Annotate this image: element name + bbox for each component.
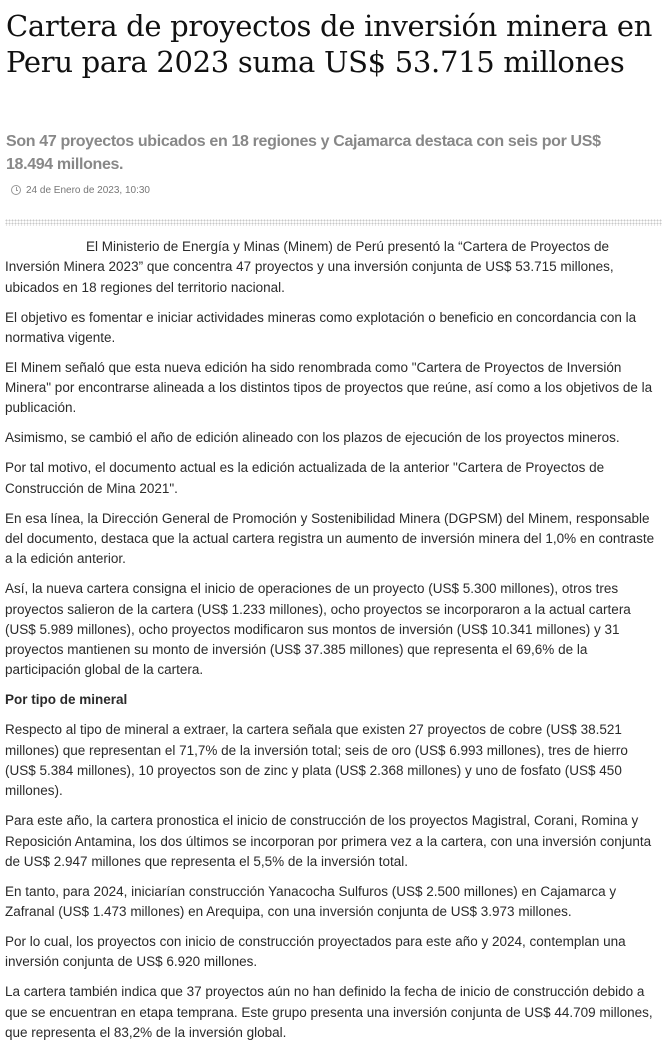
paragraph-10: En tanto, para 2024, iniciarían construcción Yanacocha Sulfuros (US$ 2.500 millones) en Cajamarca y Zafranal (US$ 1.473 millones) en Arequipa, con una inversión conjunta de US$ 3.973 millones. — [5, 883, 617, 920]
paragraph-9: Para este año, la cartera pronostica el inicio de construcción de los proyectos Magistral, Corani, Romina y Reposición Antamina, los dos últimos se incorporan por primera vez a la cartera, con una inversión conjunta de US$ 2.947 millones que representa el 5,5% de la inversión total. — [5, 813, 652, 869]
paragraph-4: Asimismo, se cambió el año de edición alineado con los plazos de ejecución de los proyectos mineros. — [5, 430, 620, 446]
paragraph-11: Por lo cual, los proyectos con inicio de construcción proyectados para este año y 2024, contemplan una inversión conjunta de US$ 6.920 millones. — [5, 934, 626, 970]
article-subtitle: Son 47 proyectos ubicados en 18 regiones y Cajamarca destaca con seis por US$ 18.494 millones. — [6, 133, 601, 173]
dotted-divider — [5, 219, 662, 226]
section-heading: Por tipo de mineral — [5, 692, 128, 708]
paragraph-5: Por tal motivo, el documento actual es la edición actualizada de la anterior "Cartera de Proyectos de Construcción de Mina 2021". — [5, 460, 605, 496]
article-date: 24 de Enero de 2023, 10:30 — [26, 184, 150, 196]
paragraph-8: Respecto al tipo de mineral a extraer, la cartera señala que existen 27 proyectos de cobre (US$ 38.521 millones) que representan el 71,7% de la inversión total; seis de oro (US$ 6.993 millones), tres de hierro (US$ 5.384 millones), 10 proyectos son de zinc y plata (US$ 2.368 millones) y uno de fosfato (US$ 450 millones). — [5, 722, 628, 799]
article-title: Cartera de proyectos de inversión minera en Peru para 2023 suma US$ 53.715 millones — [6, 9, 653, 79]
paragraph-7: Así, la nueva cartera consigna el inicio de operaciones de un proyecto (US$ 5.300 millones), otros tres proyectos salieron de la cartera (US$ 1.233 millones), ocho proyectos se incorporaron a la actual cartera (US$ 5.989 millones), ocho proyectos modificaron sus montos de inversión (US$ 10.341 millones) y 31 proyectos mantienen su monto de inversión (US$ 37.385 millones) que representa el 69,6% de la participación global de la cartera. — [5, 581, 631, 678]
paragraph-3: El Minem señaló que esta nueva edición ha sido renombrada como "Cartera de Proyectos de Inversión Minera" por encontrarse alineada a los distintos tipos de proyectos que reúne, así como a los objetivos de la publicación. — [5, 359, 653, 416]
paragraph-12: La cartera también indica que 37 proyectos aún no han definido la fecha de inicio de construcción debido a que se encuentran en etapa temprana. Este grupo presenta una inversión conjunta de US$ 44.709 millones, que representa el 83,2% de la inversión global. — [5, 984, 653, 1041]
clock-icon — [11, 185, 21, 195]
article-body — [5, 237, 659, 1053]
paragraph-2: El objetivo es fomentar e iniciar actividades mineras como explotación o beneficio en concordancia con la normativa vigente. — [5, 309, 637, 345]
paragraph-6: En esa línea, la Dirección General de Promoción y Sostenibilidad Minera (DGPSM) del Minem, responsable del documento, destaca que la actual cartera registra un aumento de inversión minera del 1,0% en contraste a la edición anterior. — [5, 510, 655, 567]
article-dateline — [11, 183, 150, 197]
paragraph-1: El Ministerio de Energía y Minas (Minem) de Perú presentó la “Cartera de Proyectos de Inversión Minera 2023” que concentra 47 proyectos y una inversión conjunta de US$ 53.715 millones, ubicados en 18 regiones del territorio nacional. — [5, 239, 614, 295]
